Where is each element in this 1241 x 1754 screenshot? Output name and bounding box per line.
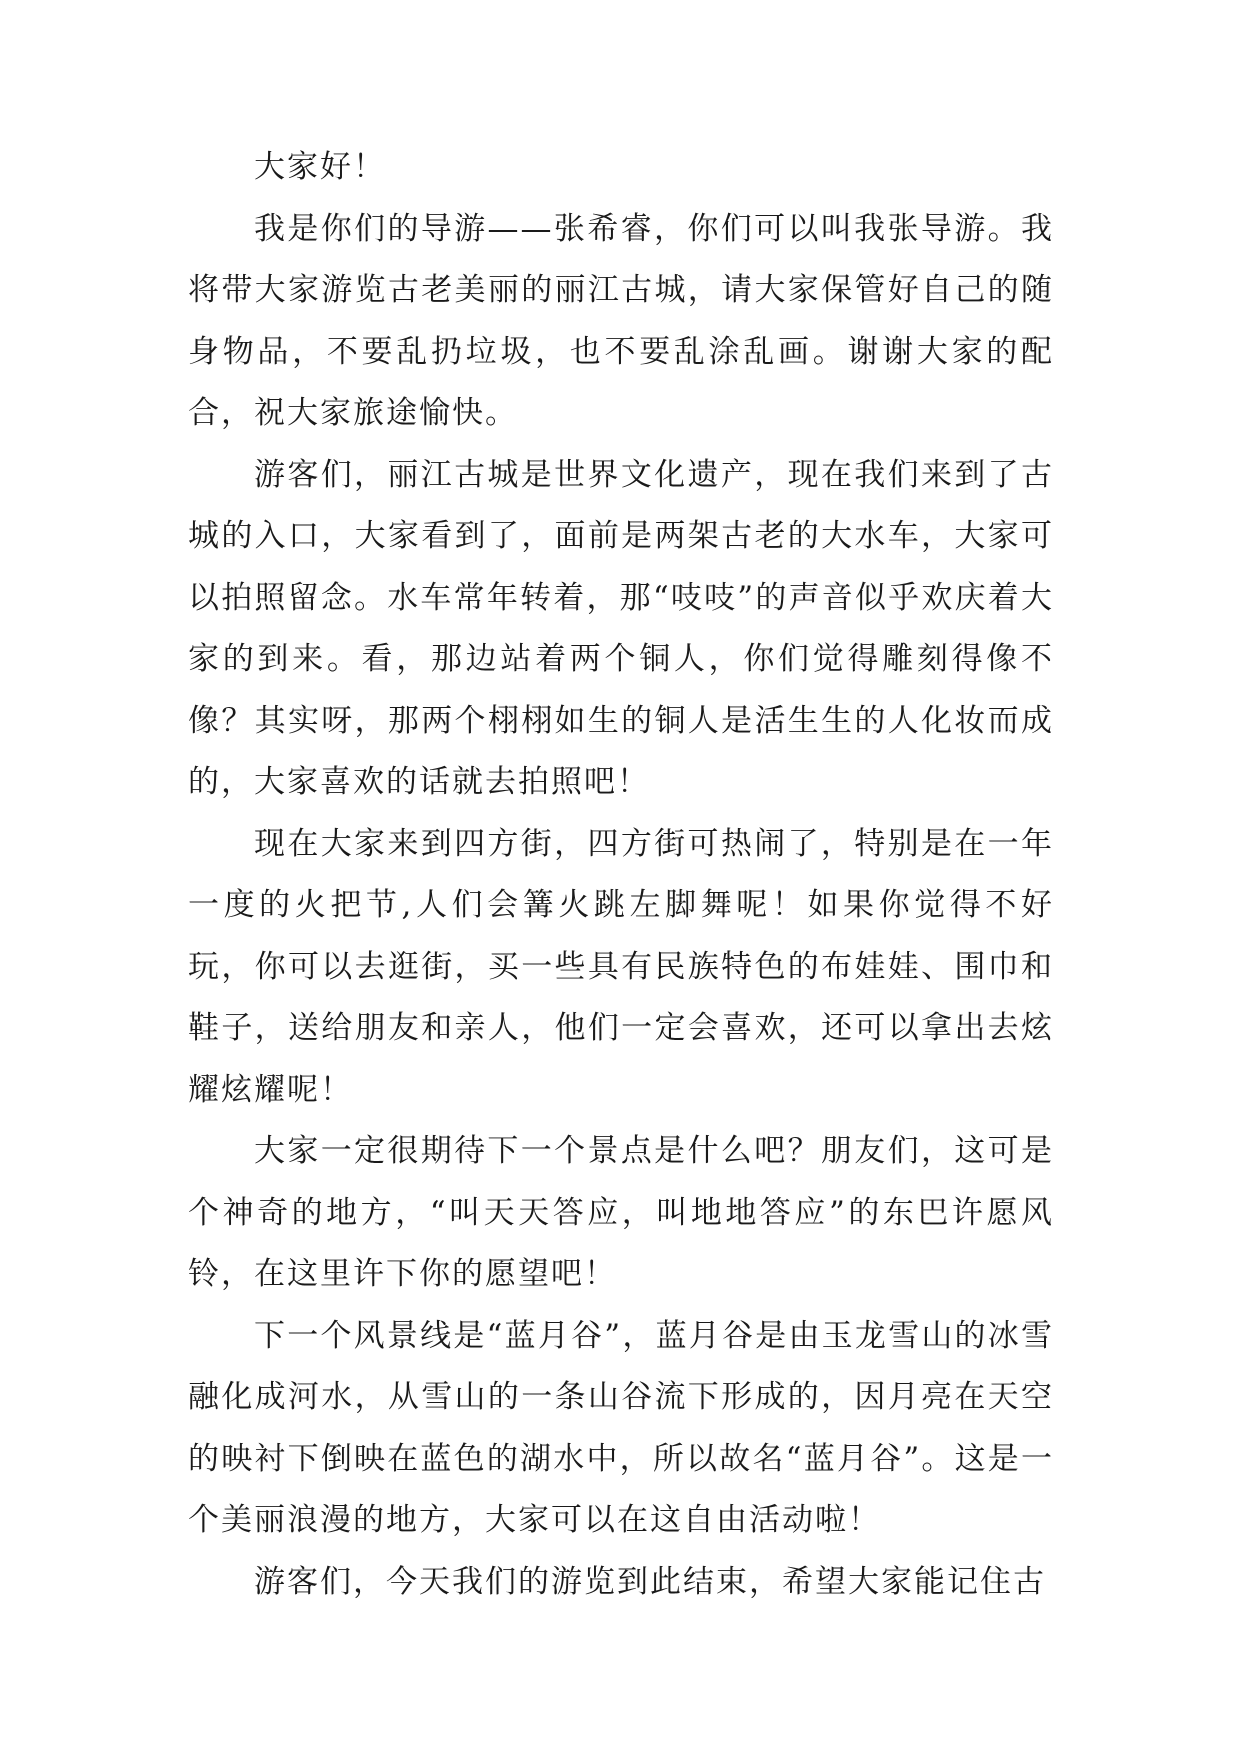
paragraph-sifang-street: 现在大家来到四方街，四方街可热闹了，特别是在一年一度的火把节,人们会篝火跳左脚舞呢！如果你觉得不好玩，你可以去逛街，买一些具有民族特色的布娃娃、围巾和鞋子，送给朋友和亲人，他们一定会喜欢，还可以拿出去炫耀炫耀呢！ <box>188 825 1054 1108</box>
paragraph-old-town-entrance: 游客们，丽江古城是世界文化遗产，现在我们来到了古城的入口，大家看到了，面前是两架古老的大水车，大家可以拍照留念。水车常年转着，那“吱吱”的声音似乎欢庆着大家的到来。看，那边站着两个铜人，你们觉得雕刻得像不像？其实呀，那两个栩栩如生的铜人是活生生的人化妆而成的，大家喜欢的话就去拍照吧！ <box>188 456 1054 800</box>
paragraph-closing: 游客们，今天我们的游览到此结束，希望大家能记住古 <box>254 1563 1046 1600</box>
paragraph-blue-moon-valley: 下一个风景线是“蓝月谷”，蓝月谷是由玉龙雪山的冰雪融化成河水，从雪山的一条山谷流下形成的，因月亮在天空的映衬下倒映在蓝色的湖水中，所以故名“蓝月谷”。这是一个美丽浪漫的地方，大家可以在这自由活动啦！ <box>188 1317 1054 1538</box>
paragraph-wind-chimes: 大家一定很期待下一个景点是什么吧？朋友们，这可是个神奇的地方，“叫天天答应，叫地地答应”的东巴许愿风铃，在这里许下你的愿望吧！ <box>188 1133 1054 1292</box>
paragraph-introduction: 我是你们的导游——张希睿，你们可以叫我张导游。我将带大家游览古老美丽的丽江古城，请大家保管好自己的随身物品，不要乱扔垃圾，也不要乱涂乱画。谢谢大家的配合，祝大家旅途愉快。 <box>188 210 1054 431</box>
document-page <box>188 137 1054 1613</box>
paragraph-greeting: 大家好！ <box>254 149 386 185</box>
